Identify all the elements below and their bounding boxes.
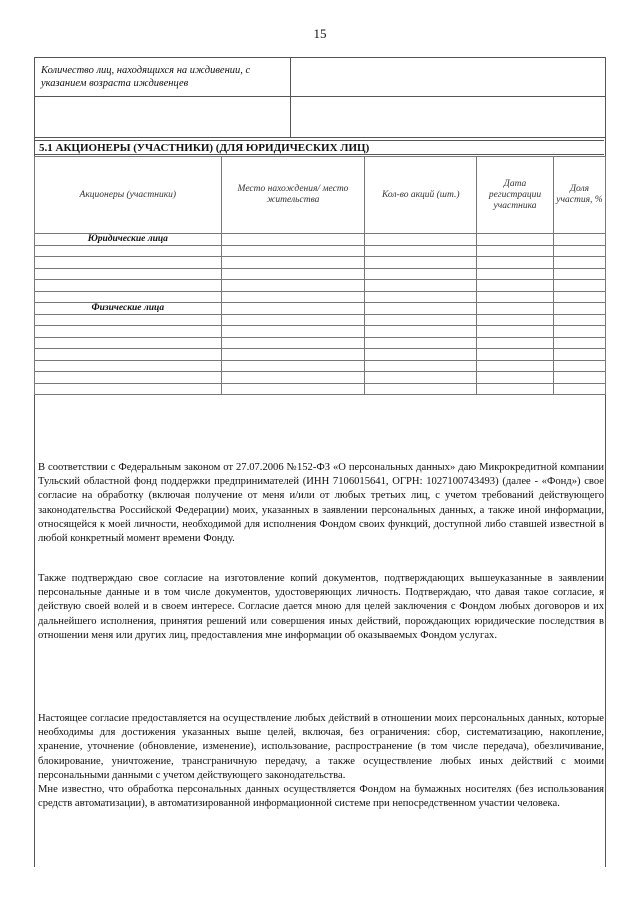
consent-paragraph: Мне известно, что обработка персональных данных осуществляется Фондом на бумажных носителях (без использования средств автоматизации), в автоматизированной информационной системе при непосредственном участии человека. bbox=[38, 784, 604, 810]
consent-block bbox=[38, 712, 604, 811]
col-header: Акционеры (участники) bbox=[35, 157, 222, 234]
table-row[interactable] bbox=[35, 291, 606, 303]
consent-paragraph: Настоящее согласие предоставляется на осуществление любых действий в отношении моих персональных данных, которые необходимы для достижения указанных выше целей, включая, без ограничения: сбор, систематизацию, накопление, хранение, уточнение (обновление, изменение), использование, распространение (в том числе передача), обезличивание, блокирование, уничтожение, трансграничную передачу, а также осуществление любых иных действий с моими персональными данными с учетом действующего законодательства. bbox=[38, 713, 604, 781]
table-row[interactable] bbox=[35, 245, 606, 257]
consent-paragraph: Также подтверждаю свое согласие на изготовление копий документов, подтверждающих вышеуказанные в заявлении персональные данные и в том числе документов, удостоверяющих личность. Подтверждаю, что давая такое согласие, я действую своей волей и в своем интересе. Согласие дается мною для целей заключения с Фондом любых договоров и их дальнейшего исполнения, принятия решений или совершения иных действий, порождающих юридические последствия в отношении меня или других лиц, предоставления мне информации об оказываемых Фондом услугах. bbox=[38, 573, 604, 641]
col-header: Дата регистрации участника bbox=[477, 157, 554, 234]
dependents-table bbox=[34, 57, 606, 138]
blank-cell bbox=[35, 97, 291, 138]
table-row[interactable] bbox=[35, 349, 606, 361]
table-row[interactable] bbox=[35, 360, 606, 372]
consent-paragraph: В соответствии с Федеральным законом от 27.07.2006 №152-ФЗ «О персональных данных» даю Микрокредитной компании Тульский областной фонд поддержки предпринимателей (ИНН 7106015641, ОГРН: 1027100743493) (далее - «Фонд») свое согласие на обработку (включая получение от меня и/или от любых третьих лиц, с учетом требований действующего законодательства Российской Федерации) моих, указанных в заявлении персональных данных, а также иной информации, относящейся к моей личности, необходимой для исполнения Фондом своих функций, доступной либо ставшей известной в любой конкретный момент времени Фонду. bbox=[38, 462, 604, 545]
table-row[interactable] bbox=[35, 280, 606, 292]
shareholders-table bbox=[34, 156, 606, 395]
blank-cell bbox=[291, 97, 606, 138]
page-number: 15 bbox=[313, 26, 327, 41]
table-row bbox=[35, 303, 606, 315]
col-header: Место нахождения/ место жительства bbox=[221, 157, 365, 234]
table-row[interactable] bbox=[35, 337, 606, 349]
table-row[interactable] bbox=[35, 314, 606, 326]
col-header: Доля участия, % bbox=[554, 157, 606, 234]
dependents-label: Количество лиц, находящихся на иждивении, с указанием возраста иждивенцев bbox=[35, 58, 291, 97]
table-row bbox=[35, 234, 606, 246]
table-row[interactable] bbox=[35, 268, 606, 280]
table-row[interactable] bbox=[35, 372, 606, 384]
section-title: 5.1 АКЦИОНЕРЫ (УЧАСТНИКИ) (ДЛЯ ЮРИДИЧЕСКИХ ЛИЦ) bbox=[34, 140, 604, 155]
table-row[interactable] bbox=[35, 326, 606, 338]
dependents-value[interactable] bbox=[291, 58, 606, 97]
individuals-label: Физические лица bbox=[35, 303, 222, 315]
table-header-row bbox=[35, 157, 606, 234]
col-header: Кол-во акций (шт.) bbox=[365, 157, 477, 234]
table-row[interactable] bbox=[35, 257, 606, 269]
table-row[interactable] bbox=[35, 383, 606, 395]
legal-entities-label: Юридические лица bbox=[35, 234, 222, 246]
